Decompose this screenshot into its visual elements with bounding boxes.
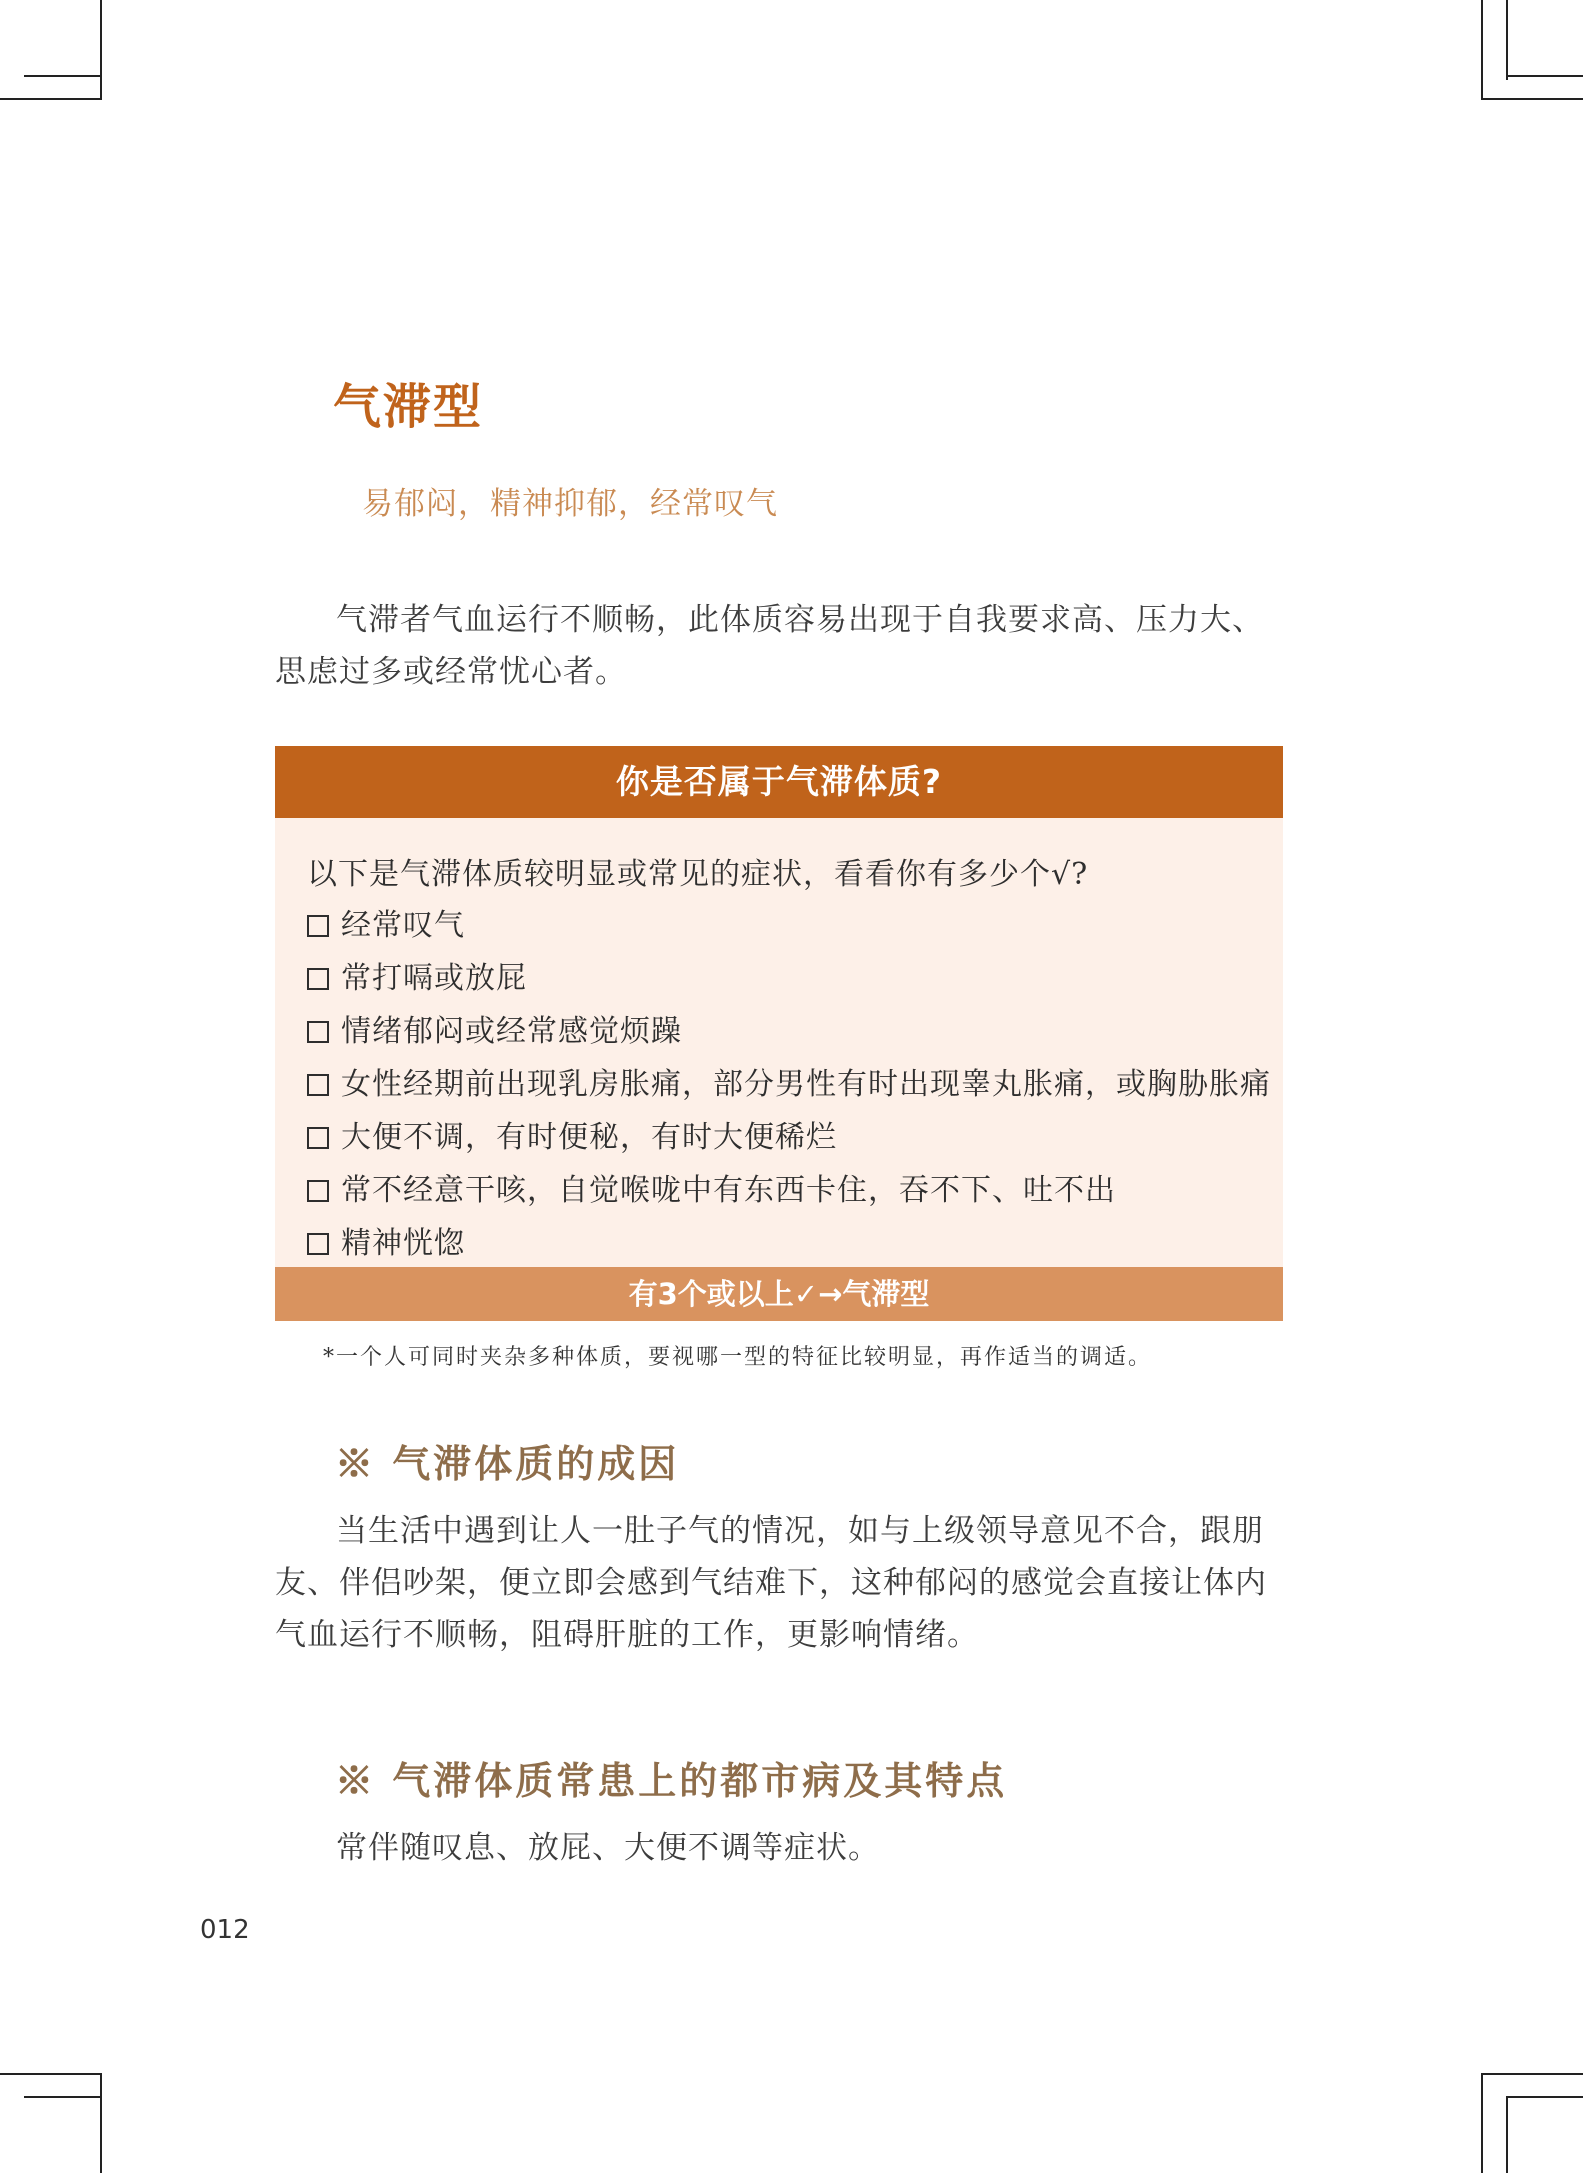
checklist-item-label: 精神恍惚	[341, 1226, 465, 1261]
checkbox[interactable]	[307, 1021, 329, 1043]
checklist-item	[307, 899, 1271, 952]
checkbox[interactable]	[307, 968, 329, 990]
diseases-paragraph: 常伴随叹息、放屁、大便不调等症状。	[336, 1830, 880, 1866]
checklist-item	[307, 1217, 1271, 1270]
quiz-header: 你是否属于气滞体质?	[275, 746, 1283, 818]
footnote: *一个人可同时夹杂多种体质，要视哪一型的特征比较明显，再作适当的调适。	[323, 1345, 1153, 1370]
quiz-intro: 以下是气滞体质较明显或常见的症状，看看你有多少个√?	[307, 857, 1089, 892]
page-number: 012	[200, 1915, 250, 1945]
quiz-box	[275, 746, 1283, 1321]
page-subtitle: 易郁闷，精神抑郁，经常叹气	[362, 486, 778, 522]
page-title: 气滞型	[333, 379, 484, 435]
checklist-item	[307, 1058, 1271, 1111]
checklist-item-label: 经常叹气	[341, 908, 465, 943]
causes-paragraph: 当生活中遇到让人一肚子气的情况，如与上级领导意见不合，跟朋友、伴侣吵架，便立即会感到气结难下，这种郁闷的感觉会直接让体内气血运行不顺畅，阻碍肝脏的工作，更影响情绪。	[275, 1513, 1267, 1653]
checkbox[interactable]	[307, 1127, 329, 1149]
checklist-item	[307, 1005, 1271, 1058]
checklist-item	[307, 952, 1271, 1005]
checkbox[interactable]	[307, 1074, 329, 1096]
checkbox[interactable]	[307, 915, 329, 937]
quiz-checklist	[307, 899, 1271, 1270]
quiz-result: 有3个或以上✓→气滞型	[275, 1267, 1283, 1321]
checklist-item	[307, 1164, 1271, 1217]
section-heading-diseases: ※ 气滞体质常患上的都市病及其特点	[335, 1758, 1008, 1803]
checklist-item-label: 情绪郁闷或经常感觉烦躁	[341, 1014, 682, 1049]
checkbox[interactable]	[307, 1180, 329, 1202]
intro-paragraph: 气滞者气血运行不顺畅，此体质容易出现于自我要求高、压力大、思虑过多或经常忧心者。	[275, 602, 1264, 690]
checklist-item-label: 常不经意干咳，自觉喉咙中有东西卡住，吞不下、吐不出	[341, 1173, 1116, 1208]
checklist-item-label: 女性经期前出现乳房胀痛，部分男性有时出现睾丸胀痛，或胸胁胀痛	[341, 1067, 1271, 1102]
checkbox[interactable]	[307, 1233, 329, 1255]
checklist-item	[307, 1111, 1271, 1164]
section-heading-causes: ※ 气滞体质的成因	[335, 1441, 680, 1486]
checklist-item-label: 常打嗝或放屁	[341, 961, 527, 996]
checklist-item-label: 大便不调，有时便秘，有时大便稀烂	[341, 1120, 837, 1155]
